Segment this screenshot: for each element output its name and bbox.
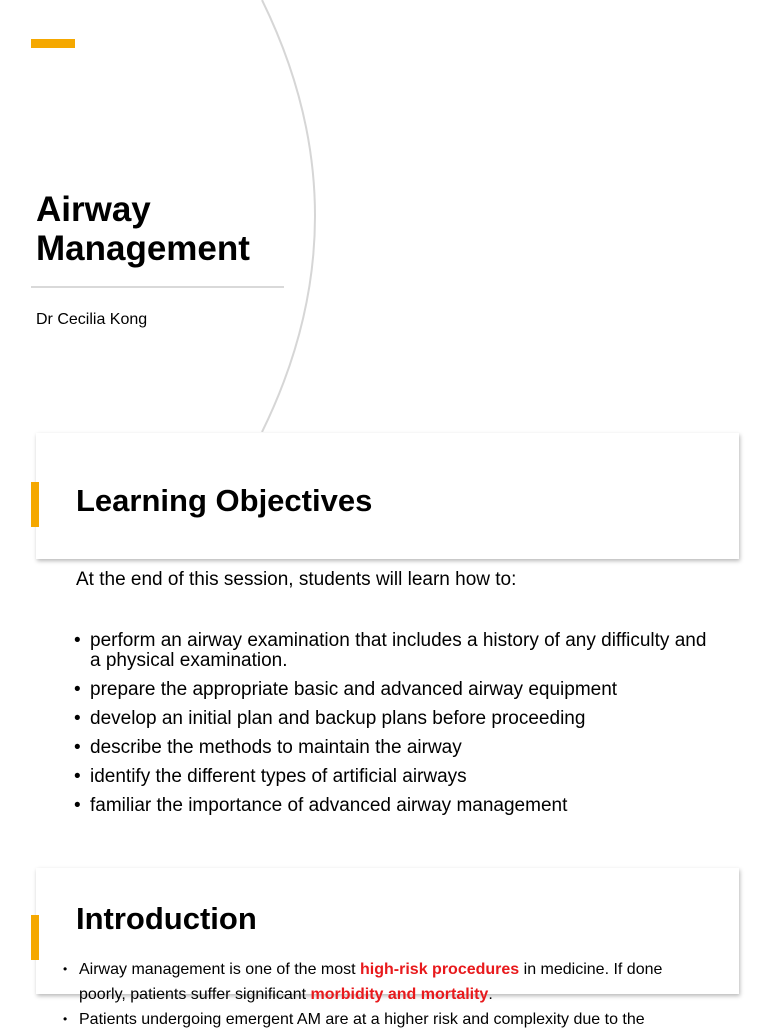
highlight-text: high-risk procedures	[360, 961, 520, 978]
introduction-list	[63, 957, 703, 1032]
objective-item: • develop an initial plan and backup plans before proceeding	[74, 709, 714, 729]
objectives-list	[74, 631, 714, 825]
title-line-2: Management	[36, 229, 250, 268]
objective-item: • describe the methods to maintain the airway	[74, 738, 714, 758]
accent-bar	[31, 39, 75, 48]
objective-item: • perform an airway examination that includes a history of any difficulty and a physical examination.	[74, 631, 714, 671]
objectives-lead: At the end of this session, students will learn how to:	[76, 569, 517, 590]
objective-item: • prepare the appropriate basic and advanced airway equipment	[74, 680, 714, 700]
introduction-item: • Patients undergoing emergent AM are at a higher risk and complexity due to the	[63, 1007, 703, 1032]
objective-item: • familiar the importance of advanced airway management	[74, 796, 714, 816]
introduction-accent-bar	[31, 915, 39, 960]
objective-item: • identify the different types of artificial airways	[74, 767, 714, 787]
highlight-text: morbidity and mortality	[310, 986, 489, 1003]
intro-text: in medicine. If done poorly, patients suffer significant	[79, 961, 663, 1003]
author-name: Dr Cecilia Kong	[36, 311, 148, 328]
intro-text: .	[488, 986, 493, 1003]
title-slide	[0, 0, 768, 432]
title-line-1: Airway	[36, 190, 151, 229]
objectives-accent-bar	[31, 482, 39, 527]
slide-title	[36, 190, 250, 268]
introduction-heading: Introduction	[76, 901, 257, 936]
title-divider	[31, 286, 284, 288]
intro-text: Airway management is one of the most	[79, 961, 361, 978]
introduction-item	[63, 957, 703, 1007]
objectives-heading: Learning Objectives	[76, 483, 373, 518]
